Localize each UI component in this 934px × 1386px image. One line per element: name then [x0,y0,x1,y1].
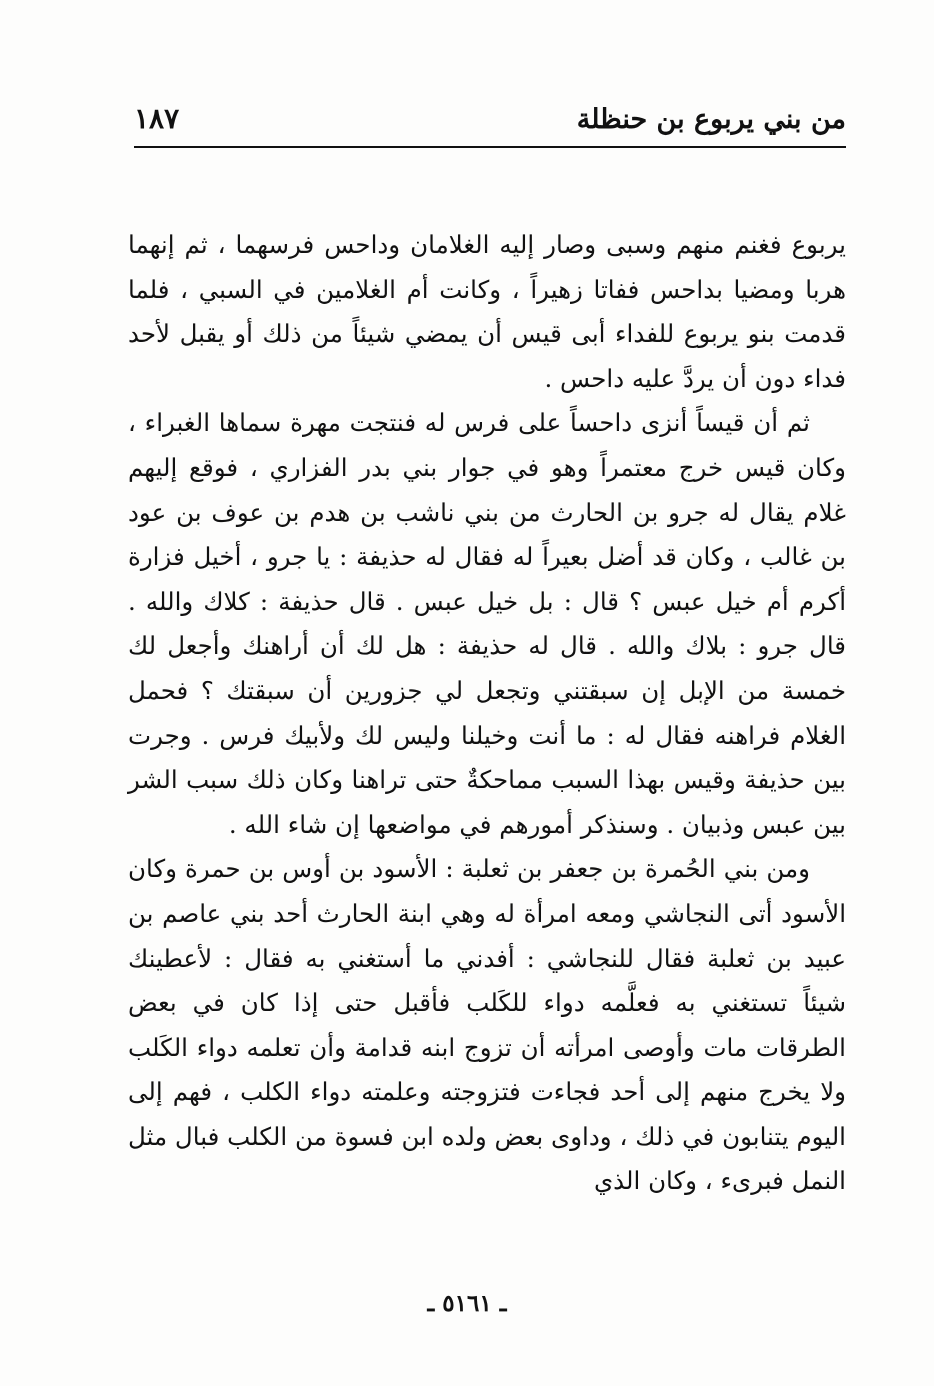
body-text [128,223,846,1204]
page-header [134,100,846,148]
running-title: من بني يربوع بن حنظلة [576,104,846,135]
paragraph-3: ومن بني الحُمرة بن جعفر بن ثعلبة : الأسود بن أوس بن حمرة وكان الأسود أتى النجاشي ومعه امرأة له وهي ابنة الحارث أحد بني عاصم بن عبيد بن ثعلبة فقال للنجاشي : أفدني ما أستغني به فقال : لأعطينك شيئاً تستغني به فعلَّمه دواء للكَلب فأقبل حتى إذا كان في بعض الطرقات مات وأوصى امرأته أن تزوج ابنه قدامة وأن تعلمه دواء الكَلب ولا يخرج منهم إلى أحد فجاءت فتزوجته وعلمته دواء الكلب ، فهم إلى اليوم يتنابون في ذلك ، وداوى بعض ولده ابن فسوة من الكلب فبال مثل النمل فبرىء ، وكان الذي [128,854,846,1196]
page-number-top: ١٨٧ [134,102,180,135]
paragraph-1: يربوع فغنم منهم وسبى وصار إليه الغلامان وداحس فرسهما ، ثم إنهما هربا ومضيا بداحس ففاتا زهيراً ، وكانت أم الغلامين في السبي ، فلما قدمت بنو يربوع للفداء أبى قيس أن يمضي شيئاً من ذلك أو يقبل لأحد فداء دون أن يردَّ عليه داحس . [128,230,846,393]
paragraph-2: ثم أن قيساً أنزى داحساً على فرس له فنتجت مهرة سماها الغبراء ، وكان قيس خرج معتمراً وهو في جوار بني بدر الفزاري ، فوقع إليهم غلام يقال له جرو بن الحارث من بني ناشب بن هدم بن عوف بن عود بن غالب ، وكان قد أضل بعيراً له فقال له حذيفة : يا جرو ، أخيل فزارة أكرم أم خيل عبس ؟ قال : بل خيل عبس . قال حذيفة : كلاك والله . قال جرو : بلاك والله . قال له حذيفة : هل لك أن أراهنك وأجعل لك خمسة من الإبل إن سبقتني وتجعل لي جزورين أن سبقتك ؟ فحمل الغلام فراهنه فقال له : ما أنت وخيلنا وليس لك ولأبيك فرس . وجرت بين حذيفة وقيس بهذا السبب مماحكةٌ حتى تراهنا وكان ذلك سبب الشر بين عبس وذبيان . وسنذكر أمورهم في مواضعها إن شاء الله . [128,408,846,839]
page-number-bottom: ـ ٥١٦١ ـ [427,1290,507,1317]
